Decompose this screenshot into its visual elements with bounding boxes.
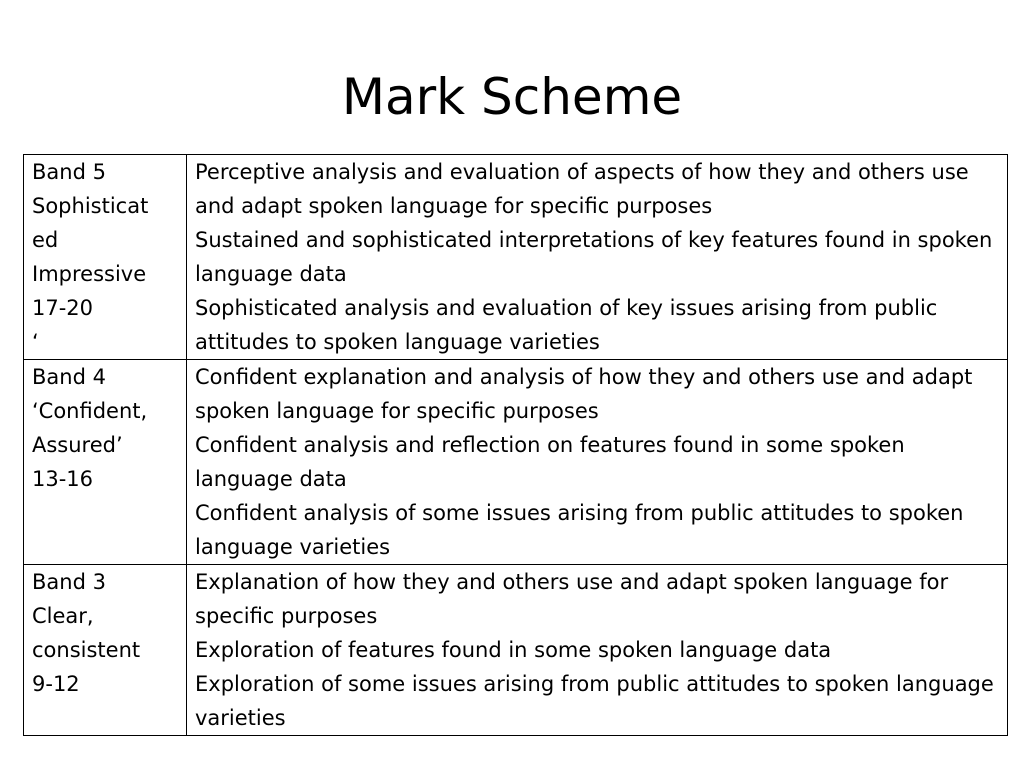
criterion-text: Explanation of how they and others use and adapt spoken language for specific purposes: [195, 570, 949, 628]
band-cell: [24, 155, 187, 360]
band-label: Band 3: [32, 570, 106, 594]
band-mark-range: 13-16: [32, 467, 94, 491]
band-descriptor: Impressive: [32, 262, 147, 286]
criterion-text: Perceptive analysis and evaluation of aspects of how they and others use and adapt spoken language for specific purposes: [195, 160, 969, 218]
band-descriptor: ed: [32, 228, 59, 252]
criteria-cell: [187, 360, 1008, 565]
band-descriptor: Sophisticat: [32, 194, 149, 218]
criterion-text: Confident analysis of some issues arising from public attitudes to spoken language varieties: [195, 501, 964, 559]
criterion-text: Confident explanation and analysis of how they and others use and adapt spoken language for specific purposes: [195, 365, 973, 423]
band-descriptor: Clear,: [32, 604, 94, 628]
table-row-band-4: [24, 360, 1008, 565]
band-descriptor: consistent: [32, 638, 141, 662]
band-label: Band 4: [32, 365, 106, 389]
band-mark-range: 9-12: [32, 672, 80, 696]
mark-scheme-table: [23, 154, 1008, 736]
criterion-text: Exploration of features found in some spoken language data: [195, 638, 832, 662]
band-stray-mark: ‘: [32, 330, 39, 354]
band-cell: [24, 565, 187, 736]
criterion-text: Sophisticated analysis and evaluation of key issues arising from public attitudes to spoken language varieties: [195, 296, 938, 354]
criterion-text: Sustained and sophisticated interpretations of key features found in spoken language data: [195, 228, 993, 286]
table-row-band-3: [24, 565, 1008, 736]
band-label: Band 5: [32, 160, 106, 184]
criterion-text: Confident analysis and reflection on features found in some spoken language data: [195, 433, 905, 491]
band-descriptor: Assured’: [32, 433, 123, 457]
criteria-cell: [187, 155, 1008, 360]
band-mark-range: 17-20: [32, 296, 94, 320]
criterion-text: Exploration of some issues arising from public attitudes to spoken language varieties: [195, 672, 994, 730]
table-row-band-5: [24, 155, 1008, 360]
page-title: Mark Scheme: [341, 68, 683, 126]
band-cell: [24, 360, 187, 565]
band-descriptor: ‘Confident,: [32, 399, 148, 423]
criteria-cell: [187, 565, 1008, 736]
